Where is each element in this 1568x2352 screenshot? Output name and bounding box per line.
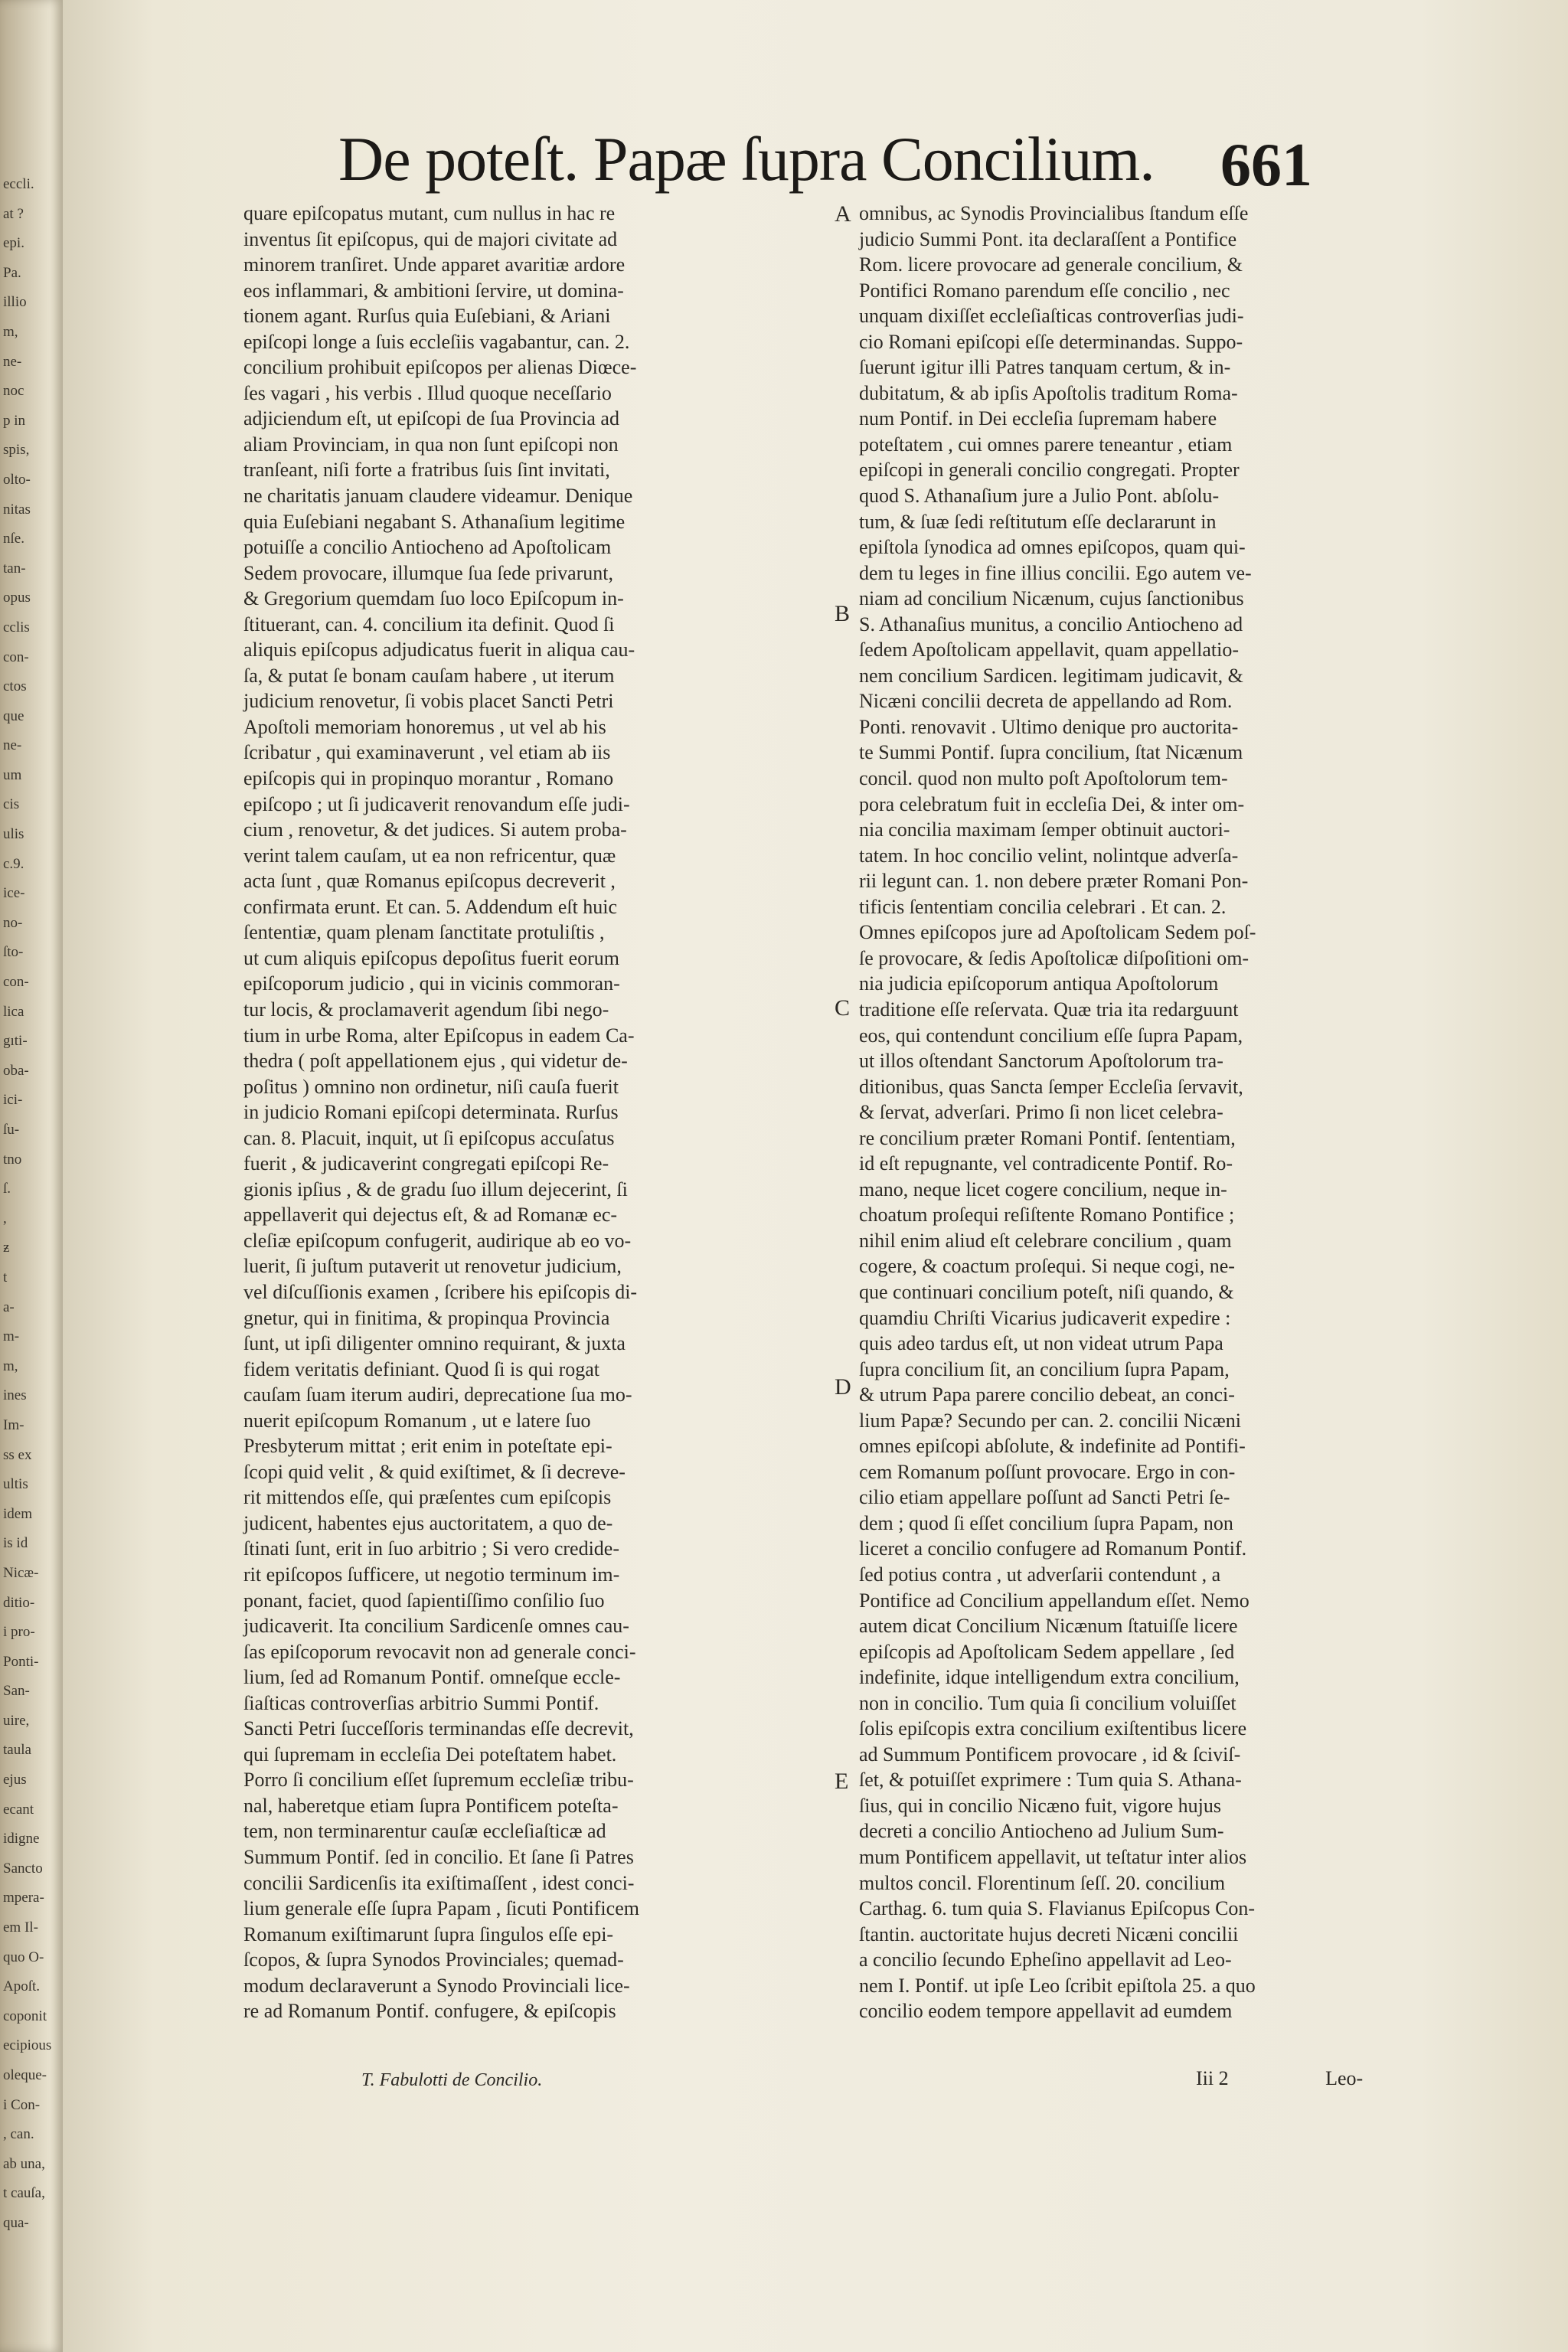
text-line: omnibus, ac Synodis Provincialibus ſtandum eſſe xyxy=(859,202,1249,224)
text-line: confirmata erunt. Et can. 5. Addendum eſt huic xyxy=(243,895,618,918)
previous-page-fragment: ecant xyxy=(3,1801,34,1818)
text-line: appellaverit qui dejectus eſt, & ad Romanæ ec- xyxy=(243,1204,618,1227)
text-line: ſes vagari , his verbis . Illud quoque neceſſario xyxy=(243,381,612,404)
text-line: ſuerunt igitur illi Patres tanquam certum, & in- xyxy=(859,356,1231,379)
text-line: nihil enim aliud eſt celebrare concilium , quam xyxy=(859,1229,1232,1252)
text-line: judicaverit. Ita concilium Sardicenſe omnes cau- xyxy=(243,1615,629,1638)
text-line: concil. quod non multo poſt Apoſtolorum tem- xyxy=(859,767,1228,790)
text-line: ſas epiſcoporum revocavit non ad generale conci- xyxy=(243,1640,636,1663)
text-line: judicent, habentes ejus auctoritatem, a quo de- xyxy=(243,1511,613,1534)
text-line: poſitus ) omnino non ordinetur, niſi cauſa fuerit xyxy=(243,1075,619,1098)
text-line: re ad Romanum Pontif. confugere, & epiſcopis xyxy=(243,2000,616,2023)
text-line: quare epiſcopatus mutant, cum nullus in hac re xyxy=(243,202,616,224)
text-line: Summum Pontif. ſed in concilio. Et ſane ſi Patres xyxy=(243,1846,634,1868)
text-line: aliam Provinciam, in qua non ſunt epiſcopi non xyxy=(243,433,619,456)
previous-page-fragment: ejus xyxy=(3,1772,27,1788)
text-line: concilii Sardicenſis ita exiſtimaſſent , idest conci- xyxy=(243,1871,635,1894)
text-line: quamdiu Chriſti Vicarius judicaverit expedire : xyxy=(859,1306,1231,1329)
text-line: ſius, qui in concilio Nicæno fuit, vigore hujus xyxy=(859,1794,1222,1817)
text-line: cio Romani epiſcopi eſſe determinandas. Suppo- xyxy=(859,330,1243,353)
text-line: a concilio ſecundo Epheſino appellavit ad Leo- xyxy=(859,1949,1232,1971)
previous-page-fragment: cclis xyxy=(3,619,30,635)
previous-page-fragment: ines xyxy=(3,1387,27,1404)
text-line: liceret a concilio confugere ad Romanum Pontif. xyxy=(859,1537,1247,1560)
left-text-column xyxy=(243,201,833,2024)
previous-page-fragment: cis xyxy=(3,796,20,813)
previous-page-fragment: tan- xyxy=(3,560,26,577)
text-line: tur locis, & proclamaverit agendum ſibi nego- xyxy=(243,998,609,1021)
text-line: ad Summum Pontificem provocare , id & ſciviſ- xyxy=(859,1743,1241,1766)
previous-page-fragment: no- xyxy=(3,914,23,931)
previous-page-fragment: Nicæ- xyxy=(3,1564,39,1581)
text-line: eos inflammari, & ambitioni ſervire, ut domina- xyxy=(243,279,624,302)
text-line: choatum proſequi reſiſtente Romano Pontifice ; xyxy=(859,1204,1235,1227)
previous-page-fragment: nſe. xyxy=(3,531,24,547)
text-line: lium generale eſſe ſupra Papam , ſicuti Pontificem xyxy=(243,1897,639,1920)
margin-letter-c: C xyxy=(835,995,851,1021)
text-line: ſtantin. auctoritate hujus decreti Nicæni concilii xyxy=(859,1922,1239,1945)
previous-page-fragment: illio xyxy=(3,294,27,311)
text-line: cem Romanum poſſunt provocare. Ergo in con- xyxy=(859,1460,1236,1483)
previous-page-fragment: tno xyxy=(3,1151,22,1168)
text-line: Romanum exiſtimarunt ſupra ſingulos eſſe epi- xyxy=(243,1922,614,1945)
text-line: concilium prohibuit epiſcopos per alienas Diœce- xyxy=(243,356,637,379)
text-line: tranſeant, niſi forte a fratribus ſuis ſint invitati, xyxy=(243,459,610,482)
previous-page-fragment: ecipious xyxy=(3,2037,52,2054)
previous-page-fragment: nitas xyxy=(3,501,31,518)
text-line: Ponti. renovavit . Ultimo denique pro auctorita- xyxy=(859,715,1239,738)
text-line: adjiciendum eſt, ut epiſcopi de ſua Provincia ad xyxy=(243,407,619,430)
previous-page-fragment: Sancto xyxy=(3,1860,43,1877)
previous-page-fragment: ſ. xyxy=(3,1181,11,1197)
text-line: tium in urbe Roma, alter Epiſcopus in eadem Ca- xyxy=(243,1024,635,1047)
page-footer-marks xyxy=(1165,2066,1363,2092)
previous-page-fragment: Im- xyxy=(3,1416,24,1433)
text-line: luerit, ſi juſtum putaverit ut renovetur judicium, xyxy=(243,1255,622,1278)
text-line: qui ſupremam in eccleſia Dei poteſtatem habet. xyxy=(243,1743,617,1766)
text-line: Nicæni concilii decreta de appellando ad Rom. xyxy=(859,690,1233,713)
previous-page-fragment: oba- xyxy=(3,1062,29,1079)
previous-page-fragment: noc xyxy=(3,383,24,400)
text-line: nem I. Pontif. ut ipſe Leo ſcribit epiſtola 25. a quo xyxy=(859,1974,1256,1997)
previous-page-fragment: ici- xyxy=(3,1092,23,1109)
previous-page-fragment: ctos xyxy=(3,678,27,695)
text-line: id eſt repugnante, vel contradicente Pontif. Ro- xyxy=(859,1152,1233,1175)
footnote: T. Fabulotti de Concilio. xyxy=(361,2070,543,2090)
text-line: rit mittendos eſſe, qui præſentes cum epiſcopis xyxy=(243,1486,612,1509)
text-line: ſolis epiſcopis extra concilium exiſtentibus licere xyxy=(859,1717,1247,1740)
previous-page-fragment: qua- xyxy=(3,2214,29,2231)
text-line: ponant, faciet, quod ſapientiſſimo conſilio ſuo xyxy=(243,1589,605,1612)
text-line: in judicio Romani epiſcopi determinata. Rurſus xyxy=(243,1101,619,1124)
signature-mark: Iii 2 xyxy=(1196,2067,1229,2089)
text-line: thedra ( poſt appellationem ejus , qui videtur de- xyxy=(243,1050,628,1073)
book-page xyxy=(63,0,1568,2352)
text-line: ſupra concilium ſit, an concilium ſupra Papam, xyxy=(859,1357,1230,1380)
text-line: concilio eodem tempore appellavit ad eumdem xyxy=(859,2000,1233,2023)
text-line: nem concilium Sardicen. legitimam judicavit, & xyxy=(859,664,1243,687)
previous-page-fragment: gıti- xyxy=(3,1033,28,1050)
text-line: ditionibus, quas Sancta ſemper Eccleſia ſervavit, xyxy=(859,1075,1243,1098)
text-line: ne charitatis januam claudere videamur. Denique xyxy=(243,485,633,508)
text-line: fuerit , & judicaverint congregati epiſcopi Re- xyxy=(243,1152,609,1175)
previous-page-fragment: opus xyxy=(3,590,31,606)
text-line: nal, haberetque etiam ſupra Pontificem poteſta- xyxy=(243,1794,619,1817)
text-line: mano, neque licet cogere concilium, neque in- xyxy=(859,1178,1227,1200)
text-line: autem dicat Concilium Nicænum ſtatuiſſe licere xyxy=(859,1615,1238,1638)
previous-page-fragment: t cauſa, xyxy=(3,2185,45,2202)
text-line: decreti a concilio Antiocheno ad Julium Sum- xyxy=(859,1820,1224,1843)
text-line: vel diſcuſſionis examen , ſcribere his epiſcopis di- xyxy=(243,1280,638,1303)
text-line: quis adeo tardus eſt, ut non videat utrum Papa xyxy=(859,1332,1223,1355)
text-line: poteſtatem , cui omnes parere teneantur , etiam xyxy=(859,433,1233,456)
previous-page-fragment: ab una, xyxy=(3,2155,45,2172)
text-line: epiſcopis ad Apoſtolicam Sedem appellare , ſed xyxy=(859,1640,1235,1663)
text-line: ſententiæ, quam plenam ſanctitate protuliſtis , xyxy=(243,921,605,944)
text-line: omnes epiſcopi abſolute, & indefinite ad Pontifi- xyxy=(859,1435,1246,1458)
previous-page-fragment: i Con- xyxy=(3,2096,41,2113)
text-line: epiſtola ſynodica ad omnes epiſcopos, quam qui- xyxy=(859,536,1246,559)
previous-page-fragment: i pro- xyxy=(3,1624,35,1641)
text-line: ſe provocare, & ſedis Apoſtolicæ diſpoſitioni om- xyxy=(859,946,1250,969)
text-line: & utrum Papa parere concilio debeat, an conci- xyxy=(859,1383,1235,1406)
text-line: ſtinati ſunt, erit in ſuo arbitrio ; Si vero credide- xyxy=(243,1537,619,1560)
previous-page-fragment: , xyxy=(3,1210,7,1227)
previous-page-fragment: ne- xyxy=(3,737,22,754)
previous-page-fragment: ƶ xyxy=(3,1240,10,1256)
previous-page-fragment: t xyxy=(3,1269,8,1285)
text-line: can. 8. Placuit, inquit, ut ſi epiſcopus accuſatus xyxy=(243,1126,615,1149)
text-line: Carthag. 6. tum quia S. Flavianus Epiſcopus Con- xyxy=(859,1897,1256,1920)
text-line: num Pontif. in Dei eccleſia ſupremam habere xyxy=(859,407,1217,430)
right-text-column xyxy=(859,201,1426,2024)
page-number: 661 xyxy=(1220,132,1312,199)
previous-page-fragment: ultis xyxy=(3,1476,28,1493)
previous-page-fragment: m- xyxy=(3,1328,20,1345)
previous-page-fragment: ditio- xyxy=(3,1594,35,1611)
previous-page-fragment: taula xyxy=(3,1742,31,1759)
previous-page-fragment: con- xyxy=(3,974,29,991)
text-line: ſiaſticas controverſias arbitrio Summi Pontif. xyxy=(243,1691,599,1714)
text-line: quia Euſebiani negabant S. Athanaſium legitime xyxy=(243,510,626,533)
previous-page-fragment: ne- xyxy=(3,353,22,370)
text-line: Rom. licere provocare ad generale concilium, & xyxy=(859,253,1243,276)
text-line: ſcribatur , qui examinaverunt , vel etiam ab iis xyxy=(243,741,611,764)
previous-page-fragment: Pa. xyxy=(3,264,21,281)
text-line: ſedem Apoſtolicam appellavit, quam appellatio- xyxy=(859,639,1240,662)
text-line: modum declaraverunt a Synodo Provinciali lice- xyxy=(243,1974,630,1997)
text-line: gionis ipſius , & de gradu ſuo illum dejecerint, ſi xyxy=(243,1178,628,1200)
text-line: ſunt, ut ipſi diligenter omnino requirant, & juxta xyxy=(243,1332,626,1355)
text-line: epiſcoporum judicio , qui in vicinis commoran- xyxy=(243,972,620,995)
previous-page-edge xyxy=(0,0,63,2352)
text-line: inventus ſit epiſcopus, qui de majori civitate ad xyxy=(243,227,618,250)
previous-page-fragment: eccli. xyxy=(3,176,34,192)
text-line: ſa, & putat ſe bonam cauſam habere , ut iterum xyxy=(243,664,615,687)
previous-page-fragment: ss ex xyxy=(3,1446,32,1463)
previous-page-fragment: olto- xyxy=(3,471,31,488)
text-line: tionem agant. Rurſus quia Euſebiani, & Ariani xyxy=(243,305,611,328)
previous-page-fragment: m, xyxy=(3,323,18,340)
text-line: unquam dixiſſet eccleſiaſticas controverſias judi- xyxy=(859,305,1244,328)
text-line: que continuari concilium poteſt, niſi quando, & xyxy=(859,1280,1234,1303)
text-line: dem ; quod ſi eſſet concilium ſupra Papam, non xyxy=(859,1511,1233,1534)
text-line: indefinite, idque intelligendum extra concilium, xyxy=(859,1666,1240,1689)
running-header-title: De poteſt. Papæ ſupra Concilium. xyxy=(338,124,1155,194)
previous-page-fragment: San- xyxy=(3,1683,30,1700)
previous-page-text-fragments xyxy=(3,170,61,2239)
text-line: Sancti Petri ſucceſſoris terminandas eſſe decrevit, xyxy=(243,1717,634,1740)
text-line: epiſcopi in generali concilio congregati. Propter xyxy=(859,459,1240,482)
previous-page-fragment: , can. xyxy=(3,2126,34,2143)
previous-page-fragment: lica xyxy=(3,1003,24,1020)
text-line: lium, ſed ad Romanum Pontif. omneſque eccle- xyxy=(243,1666,621,1689)
text-line: niam ad concilium Nicænum, cujus ſanctionibus xyxy=(859,587,1244,610)
text-line: traditione eſſe reſervata. Quæ tria ita redarguunt xyxy=(859,998,1239,1021)
previous-page-fragment: idigne xyxy=(3,1831,40,1847)
previous-page-fragment: a- xyxy=(3,1298,15,1315)
previous-page-fragment: idem xyxy=(3,1505,32,1522)
text-line: Presbyterum mittat ; erit enim in poteſtate epi- xyxy=(243,1435,612,1458)
text-line: rii legunt can. 1. non debere præter Romani Pon- xyxy=(859,870,1249,893)
text-line: rit epiſcopos ſufficere, ut negotio terminum im- xyxy=(243,1563,620,1586)
text-line: cilio etiam appellare poſſunt ad Sancti Petri ſe- xyxy=(859,1486,1230,1509)
previous-page-fragment: Ponti- xyxy=(3,1653,39,1670)
text-line: pora celebratum fuit in eccleſia Dei, & inter om- xyxy=(859,792,1245,815)
text-line: Porro ſi concilium eſſet ſupremum eccleſiæ tribu- xyxy=(243,1769,634,1792)
text-line: ſtituerant, can. 4. concilium ita definit. Quod ſi xyxy=(243,612,615,635)
previous-page-fragment: p in xyxy=(3,412,26,429)
previous-page-fragment: spis, xyxy=(3,442,30,459)
previous-page-fragment: ſu- xyxy=(3,1122,20,1138)
previous-page-fragment: m, xyxy=(3,1357,18,1374)
margin-letter-d: D xyxy=(835,1374,851,1400)
text-line: ſet, & potuiſſet exprimere : Tum quia S. Athana- xyxy=(859,1769,1242,1792)
text-line: tificis ſententiam concilia celebrari . Et can. 2. xyxy=(859,895,1227,918)
text-line: aliquis epiſcopus adjudicatus fuerit in aliqua cau- xyxy=(243,639,635,662)
text-line: lium Papæ? Secundo per can. 2. concilii Nicæni xyxy=(859,1409,1241,1432)
text-line: verint talem cauſam, ut ea non refricentur, quæ xyxy=(243,844,616,867)
text-line: quod S. Athanaſium jure a Julio Pont. abſolu- xyxy=(859,485,1220,508)
text-line: tum, & ſuæ ſedi reſtitutum eſſe declararunt in xyxy=(859,510,1217,533)
text-line: acta ſunt , quæ Romanus epiſcopus decreverit , xyxy=(243,870,616,893)
text-line: ut illos oſtendant Sanctorum Apoſtolorum tra- xyxy=(859,1050,1223,1073)
text-line: Sedem provocare, illumque ſua ſede privarunt, xyxy=(243,561,614,584)
previous-page-fragment: ſto- xyxy=(3,944,24,961)
previous-page-fragment: mpera- xyxy=(3,1890,44,1906)
text-line: S. Athanaſius munitus, a concilio Antiocheno ad xyxy=(859,612,1243,635)
text-line: Pontifice ad Concilium appellandum eſſet. Nemo xyxy=(859,1589,1250,1612)
previous-page-fragment: oleque- xyxy=(3,2067,47,2083)
previous-page-fragment: ulis xyxy=(3,826,24,843)
text-line: potuiſſe a concilio Antiocheno ad Apoſtolicam xyxy=(243,536,612,559)
previous-page-fragment: is id xyxy=(3,1535,28,1552)
text-line: te Summi Pontif. ſupra concilium, ſtat Nicænum xyxy=(859,741,1243,764)
text-line: multos concil. Florentinum ſeſſ. 20. concilium xyxy=(859,1871,1226,1894)
text-line: dubitatum, & ab ipſis Apoſtolis traditum Roma- xyxy=(859,381,1238,404)
text-line: judicio Summi Pont. ita declaraſſent a Pontifice xyxy=(859,227,1237,250)
previous-page-fragment: uire, xyxy=(3,1712,30,1729)
text-line: epiſcopi longe a ſuis eccleſiis vagabantur, can. 2. xyxy=(243,330,630,353)
previous-page-fragment: que xyxy=(3,707,24,724)
catchword: Leo- xyxy=(1325,2067,1364,2089)
text-line: ſcopi quid velit , & quid exiſtimet, & ſi decreve- xyxy=(243,1460,626,1483)
text-line: judicium renovetur, ſi vobis placet Sancti Petri xyxy=(243,690,614,713)
previous-page-fragment: con- xyxy=(3,648,29,665)
text-line: cium , renovetur, & det judices. Si autem proba- xyxy=(243,818,627,841)
text-line: eos, qui contendunt concilium eſſe ſupra Papam, xyxy=(859,1024,1243,1047)
text-line: Omnes epiſcopos jure ad Apoſtolicam Sedem poſ- xyxy=(859,921,1256,944)
previous-page-fragment: um xyxy=(3,766,22,783)
text-line: & Gregorium quemdam ſuo loco Epiſcopum in- xyxy=(243,587,624,610)
text-line: Pontifici Romano parendum eſſe concilio , nec xyxy=(859,279,1230,302)
margin-letter-a: A xyxy=(835,201,851,227)
previous-page-fragment: quo O- xyxy=(3,1949,44,1965)
text-line: Apoſtoli memoriam honoremus , ut vel ab his xyxy=(243,715,606,738)
text-line: non in concilio. Tum quia ſi concilium voluiſſet xyxy=(859,1691,1236,1714)
text-line: gnetur, qui in finitima, & propinqua Provincia xyxy=(243,1306,610,1329)
text-line: ut cum aliquis epiſcopus depoſitus fuerit eorum xyxy=(243,946,620,969)
text-line: tatem. In hoc concilio velint, nolintque adverſa- xyxy=(859,844,1239,867)
text-line: mum Pontificem appellavit, ut teſtatur inter alios xyxy=(859,1846,1247,1868)
text-line: & ſervat, adverſari. Primo ſi non licet celebra- xyxy=(859,1101,1223,1124)
previous-page-fragment: em Il- xyxy=(3,1919,38,1936)
previous-page-fragment: coponit xyxy=(3,2007,47,2024)
text-line: cauſam ſuam iterum audiri, deprecatione ſua mo- xyxy=(243,1383,632,1406)
previous-page-fragment: ice- xyxy=(3,885,25,902)
text-line: cogere, & coactum proſequi. Si neque cogi, ne- xyxy=(859,1255,1235,1278)
text-line: nuerit epiſcopum Romanum , ut e latere ſuo xyxy=(243,1409,591,1432)
text-line: nia concilia maximam ſemper obtinuit auctori- xyxy=(859,818,1230,841)
margin-letter-e: E xyxy=(835,1769,849,1794)
text-line: dem tu leges in fine illius concilii. Ego autem ve- xyxy=(859,561,1252,584)
margin-letter-b: B xyxy=(835,601,851,626)
previous-page-fragment: epi. xyxy=(3,235,24,252)
text-line: cleſiæ epiſcopum confugerit, audirique ab eo vo- xyxy=(243,1229,632,1252)
text-line: fidem veritatis definiant. Quod ſi is qui rogat xyxy=(243,1357,600,1380)
text-line: nia judicia epiſcoporum antiqua Apoſtolorum xyxy=(859,972,1219,995)
previous-page-fragment: c.9. xyxy=(3,855,24,872)
text-line: epiſcopo ; ut ſi judicaverit renovandum eſſe judi- xyxy=(243,792,630,815)
previous-page-fragment: at ? xyxy=(3,205,24,222)
text-line: ſed potius contra , ut adverſarii contendunt , a xyxy=(859,1563,1221,1586)
text-line: epiſcopis qui in propinquo morantur , Romano xyxy=(243,767,614,790)
text-line: tem, non terminarentur cauſæ eccleſiaſticæ ad xyxy=(243,1820,606,1843)
text-line: re concilium præter Romani Pontif. ſententiam, xyxy=(859,1126,1236,1149)
previous-page-fragment: Apoſt. xyxy=(3,1978,41,1995)
text-line: minorem tranſiret. Unde apparet avaritiæ ardore xyxy=(243,253,626,276)
text-line: ſcopos, & ſupra Synodos Provinciales; quemad- xyxy=(243,1949,624,1971)
